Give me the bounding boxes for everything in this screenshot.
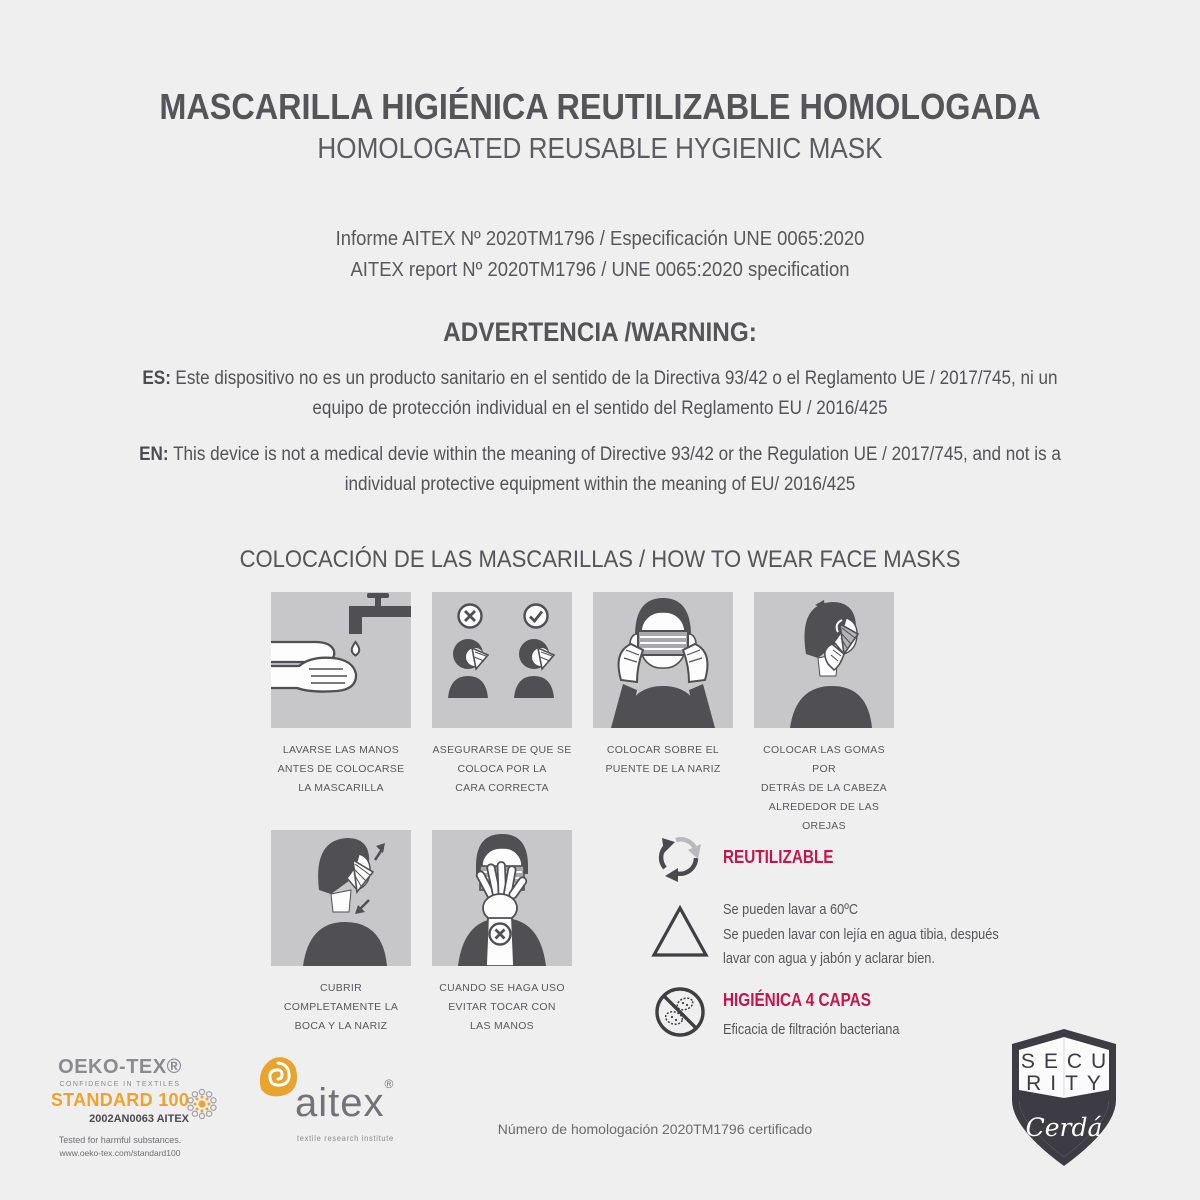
- reusable-label: REUTILIZABLE: [723, 847, 834, 867]
- wash-line: Se pueden lavar a 60ºC: [723, 901, 859, 918]
- oeko-tex-tagline: CONFIDENCE IN TEXTILES: [59, 1081, 181, 1088]
- correct-side-illustration: [432, 592, 572, 728]
- step-caption: [432, 741, 572, 798]
- caption-line: LAVARSE LAS MANOS: [282, 744, 400, 756]
- caption-line: [593, 779, 733, 798]
- nose-bridge-icon: [593, 592, 733, 728]
- caption-line: COLOCAR LAS GOMAS POR: [763, 744, 885, 775]
- caption-line: PUENTE DE LA NARIZ: [605, 763, 721, 775]
- step-cover-mouth-nose: [271, 830, 411, 1036]
- nose-bridge-illustration: [593, 592, 733, 728]
- caption-line: LA MASCARILLA: [298, 782, 384, 794]
- cerda-security-shield-logo: [1002, 1026, 1126, 1170]
- avoid-touching-illustration: [432, 830, 572, 966]
- aitex-brand: [295, 1077, 394, 1126]
- cerda-security-text-1: SECU: [1020, 1050, 1116, 1073]
- report-line-es: Informe AITEX Nº 2020TM1796 / Especificación UNE 0065:2020: [335, 227, 865, 250]
- oeko-tex-standard: STANDARD 100: [50, 1090, 190, 1110]
- avoid-touching-icon: [432, 830, 572, 966]
- page-title-en: HOMOLOGATED REUSABLE HYGIENIC MASK: [317, 133, 883, 165]
- step-caption: [754, 741, 894, 836]
- aitex-registered-mark: ®: [384, 1077, 395, 1091]
- warning-heading: ADVERTENCIA /WARNING:: [443, 317, 757, 347]
- wash-line: Se pueden lavar con lejía en agua tibia, después: [723, 925, 999, 943]
- caption-line: COLOCA POR LA: [457, 763, 547, 775]
- step-nose-bridge: [593, 592, 733, 836]
- caption-line: ALREDEDOR DE LAS OREJAS: [768, 801, 880, 832]
- caption-line: COLOCAR SOBRE EL: [606, 744, 720, 756]
- aitex-logo: [255, 1053, 445, 1153]
- warning-es-text: Este dispositivo no es un producto sanitario en el sentido de la Directiva 93/42 o el Reglamento UE / 2017/745, ni un equipo de protección individual en el sentido del Reglamento EU / 2016/425: [175, 368, 1058, 419]
- oeko-tex-brand: OEKO-TEX®: [58, 1056, 182, 1078]
- instruction-row-2: [271, 830, 572, 1036]
- report-line-en: AITEX report Nº 2020TM1796 / UNE 0065:2020 specification: [350, 258, 850, 281]
- hygienic-layers-subtitle: Eficacia de filtración bacteriana: [723, 1021, 900, 1038]
- caption-line: EVITAR TOCAR CON: [448, 1001, 556, 1013]
- anti-bacteria-icon: [652, 984, 708, 1040]
- report-reference: [60, 223, 1140, 285]
- caption-line: CARA CORRECTA: [455, 782, 549, 794]
- oeko-tex-tested-text: Tested for harmful substances.: [58, 1135, 182, 1145]
- ear-straps-illustration: [754, 592, 894, 728]
- caption-line: DETRÁS DE LA CABEZA: [761, 782, 887, 794]
- cerda-script-text: Cerdá: [1025, 1113, 1103, 1142]
- correct-side-icon: [432, 592, 572, 728]
- step-ear-straps: [754, 592, 894, 836]
- cover-mouth-nose-illustration: [271, 830, 411, 966]
- wash-line: lavar con agua y jabón y aclarar bien.: [723, 950, 935, 967]
- caption-line: ASEGURARSE DE QUE SE: [432, 744, 572, 756]
- warning-paragraph-en: [123, 440, 1077, 500]
- ear-straps-icon: [754, 592, 894, 728]
- step-avoid-touching: [432, 830, 572, 1036]
- step-caption: [271, 741, 411, 798]
- warning-paragraph-es: [123, 364, 1077, 424]
- caption-line: CUANDO SE HAGA USO: [439, 982, 565, 994]
- step-wash-hands: [271, 592, 411, 836]
- wash-hands-illustration: [271, 592, 411, 728]
- oeko-tex-flower-icon: [185, 1087, 219, 1121]
- oeko-tex-url: www.oeko-tex.com/standard100: [59, 1148, 181, 1158]
- caption-line: CUBRIR: [319, 982, 363, 994]
- instruction-row-1: [271, 592, 894, 836]
- caption-line: ANTES DE COLOCARSE: [277, 763, 405, 775]
- step-caption: [271, 979, 411, 1036]
- caption-line: LAS MANOS: [470, 1020, 534, 1032]
- aitex-tagline: textile research institute: [297, 1133, 394, 1143]
- wash-hands-icon: [271, 592, 411, 728]
- caption-line: COMPLETAMENTE LA: [283, 1001, 399, 1013]
- cerda-security-text-2: RITY: [1026, 1072, 1110, 1095]
- caption-line: BOCA Y LA NARIZ: [294, 1020, 388, 1032]
- step-correct-side: [432, 592, 572, 836]
- warning-es-label: ES:: [142, 368, 171, 389]
- how-to-wear-heading: COLOCACIÓN DE LAS MASCARILLAS / HOW TO WEAR FACE MASKS: [239, 546, 961, 573]
- page-title-es: MASCARILLA HIGIÉNICA REUTILIZABLE HOMOLOGADA: [159, 86, 1041, 127]
- hygienic-layers-title: HIGIÉNICA 4 CAPAS: [723, 990, 871, 1010]
- aitex-brand-text: aitex: [295, 1081, 385, 1125]
- bleach-triangle-icon: [651, 904, 709, 960]
- recycle-icon: [652, 828, 708, 884]
- oeko-tex-cert-number: 2002AN0063 AITEX: [89, 1113, 189, 1125]
- oeko-tex-logo: [45, 1056, 195, 1160]
- warning-en-label: EN:: [139, 444, 169, 465]
- step-caption: [432, 979, 572, 1036]
- cover-mouth-nose-icon: [271, 830, 411, 966]
- homologation-number: Número de homologación 2020TM1796 certificado: [497, 1121, 813, 1137]
- step-caption: [593, 741, 733, 798]
- washing-instructions: [723, 898, 999, 972]
- warning-en-text: This device is not a medical devie within the meaning of Directive 93/42 or the Regulation UE / 2017/745, and not is a individual protective equipment within the meaning of EU/ 2016/425: [173, 444, 1061, 495]
